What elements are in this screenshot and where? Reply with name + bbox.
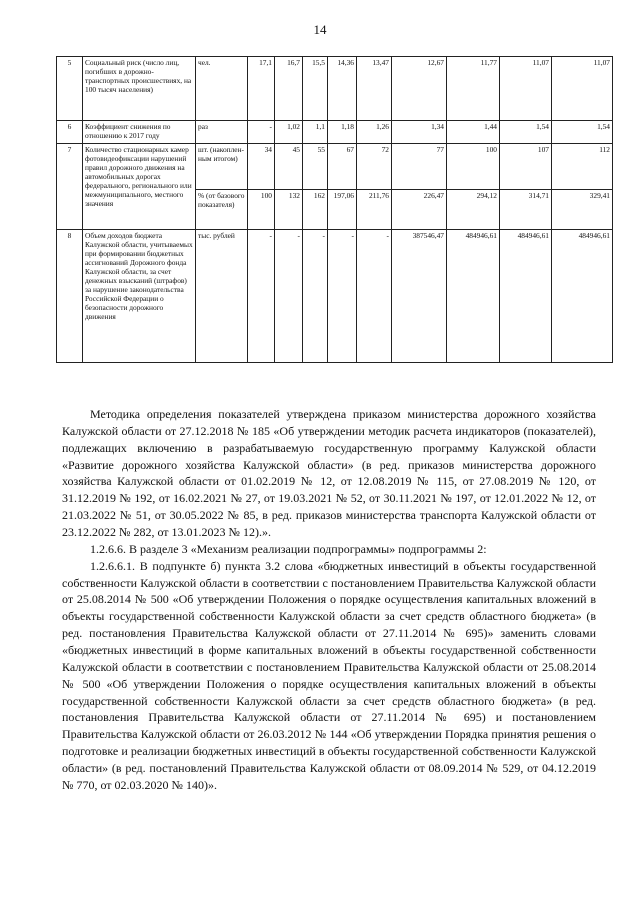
value-cell: 11,07 [552, 57, 613, 121]
value-cell: 12,67 [392, 57, 447, 121]
table-row [57, 230, 613, 363]
value-cell: 226,47 [392, 190, 447, 230]
paragraph-amendment: 1.2.6.6.1. В подпункте б) пункта 3.2 слова «бюджетных инвестиций в объекты государственной собственности Калужской области в соответствии с постановлением Правительства Калужской области от 25.08.2014 № 500 «Об утверждении Положения о порядке осуществления капитальных вложений в объекты государственной собственности Калужской области за счет средств областного бюджета» (в ред. постановления Правительства Калужской области от 27.11.2014 № 695)» заменить словами «бюджетных инвестиций в форме капитальных вложений в объекты государственной собственности Калужской области в соответствии с постановлением Правительства Калужской области от 25.08.2014 № 500 «Об утверждении Положения о порядке осуществления капитальных вложений в объекты государственной собственности Калужской области за счет средств областного бюджета» (в ред. постановления Правительства Калужской области от 27.11.2014 № 695) и постановлением Правительства Калужской области от 26.03.2012 № 144 «Об утверждении Порядка принятия решения о подготовке и реализации бюджетных инвестиций в объекты государственной собственности Калужской области» (в ред. постановлений Правительства Калужской области от 08.09.2014 № 529, от 04.12.2019 № 770, от 02.03.2020 № 140)». [62, 558, 596, 792]
value-cell: 77 [392, 144, 447, 190]
value-cell: 1,44 [447, 121, 500, 144]
value-cell: 34 [248, 144, 275, 190]
value-cell: 107 [500, 144, 552, 190]
value-cell: 211,76 [357, 190, 392, 230]
value-cell: 100 [248, 190, 275, 230]
value-cell: 1,54 [552, 121, 613, 144]
value-cell: 1,1 [303, 121, 328, 144]
value-cell: 11,07 [500, 57, 552, 121]
value-cell: 484946,61 [500, 230, 552, 363]
value-cell: 13,47 [357, 57, 392, 121]
value-cell: 112 [552, 144, 613, 190]
value-cell: 15,5 [303, 57, 328, 121]
value-cell: 11,77 [447, 57, 500, 121]
row-number: 7 [57, 144, 83, 230]
unit-cell: чел. [196, 57, 248, 121]
value-cell: - [275, 230, 303, 363]
table-row [57, 57, 613, 121]
value-cell: 294,12 [447, 190, 500, 230]
value-cell: 197,06 [328, 190, 357, 230]
value-cell: 329,41 [552, 190, 613, 230]
unit-cell: шт. (накоплен-ным итогом) [196, 144, 248, 190]
value-cell: - [303, 230, 328, 363]
value-cell: 132 [275, 190, 303, 230]
row-number: 8 [57, 230, 83, 363]
row-number: 6 [57, 121, 83, 144]
value-cell: - [328, 230, 357, 363]
table-row [57, 121, 613, 144]
page-number: 14 [313, 22, 327, 37]
paragraph-section-heading: 1.2.6.6. В разделе 3 «Механизм реализации подпрограммы» подпрограммы 2: [90, 541, 487, 556]
value-cell: 1,18 [328, 121, 357, 144]
table-row [57, 144, 613, 190]
indicator-name: Коэффициент снижения по отношению к 2017 году [83, 121, 196, 144]
value-cell: 484946,61 [552, 230, 613, 363]
value-cell: 314,71 [500, 190, 552, 230]
row-number: 5 [57, 57, 83, 121]
value-cell: 67 [328, 144, 357, 190]
value-cell: 1,34 [392, 121, 447, 144]
value-cell: - [248, 121, 275, 144]
value-cell: 162 [303, 190, 328, 230]
value-cell: 1,02 [275, 121, 303, 144]
unit-cell: % (от базового показателя) [196, 190, 248, 230]
unit-cell: тыс. рублей [196, 230, 248, 363]
value-cell: 1,54 [500, 121, 552, 144]
value-cell: 484946,61 [447, 230, 500, 363]
paragraph-methodology: Методика определения показателей утверждена приказом министерства дорожного хозяйства Калужской области от 27.12.2018 № 185 «Об утверждении методик расчета индикаторов (показателей), подлежащих включению в разрабатываемую государственную программу Калужской области «Развитие дорожного хозяйства Калужской области» (в ред. приказов министерства дорожного хозяйства Калужской области от 01.02.2019 № 12, от 12.08.2019 № 115, от 27.08.2019 № 120, от 31.12.2019 № 192, от 16.02.2021 № 27, от 19.03.2021 № 52, от 30.11.2021 № 197, от 12.01.2022 № 12, от 21.03.2022 № 51, от 30.05.2022 № 85, в ред. приказов министерства транспорта Калужской области от 23.12.2022 № 282, от 13.01.2023 № 12).». [62, 407, 596, 540]
value-cell: 72 [357, 144, 392, 190]
value-cell: - [248, 230, 275, 363]
value-cell: 17,1 [248, 57, 275, 121]
document-body [62, 406, 596, 794]
indicator-name: Социальный риск (число лиц, погибших в дорожно-транспортных происшествиях, на 100 тысяч населения) [83, 57, 196, 121]
value-cell: 100 [447, 144, 500, 190]
value-cell: 16,7 [275, 57, 303, 121]
value-cell: 1,26 [357, 121, 392, 144]
indicator-name: Объем доходов бюджета Калужской области, учитываемых при формировании бюджетных ассигнований Дорожного фонда Калужской области, за счет денежных взысканий (штрафов) за нарушение законодательства Российской Федерации о безопасности дорожного движения [83, 230, 196, 363]
indicators-table [56, 56, 613, 363]
value-cell: 55 [303, 144, 328, 190]
value-cell: 14,36 [328, 57, 357, 121]
indicator-name: Количество стационарных камер фотовидеофиксации нарушений правил дорожного движения на автомобильных дорогах федерального, регионального или межмуниципального, местного значения [83, 144, 196, 230]
value-cell: 45 [275, 144, 303, 190]
unit-cell: раз [196, 121, 248, 144]
value-cell: - [357, 230, 392, 363]
value-cell: 387546,47 [392, 230, 447, 363]
